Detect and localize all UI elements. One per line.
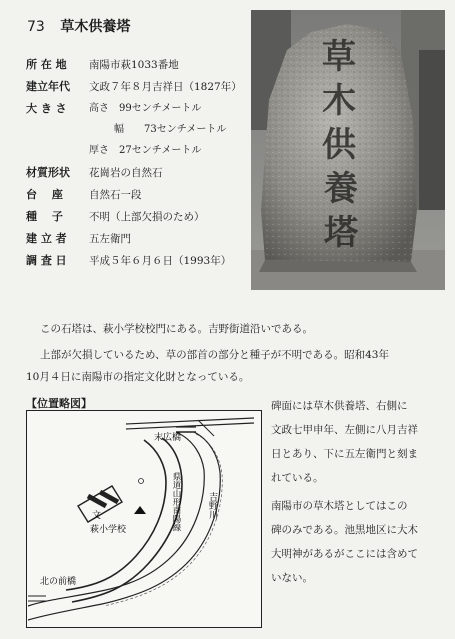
spec-value: 南陽市萩1033番地 <box>89 59 179 71</box>
stone-monument-photo <box>251 10 445 290</box>
carved-char: 草 <box>322 37 356 77</box>
spec-value: 文政７年８月吉祥日（1827年） <box>89 81 242 93</box>
description-line: れている。 <box>271 472 324 484</box>
spec-label: 材質形状 <box>26 166 70 179</box>
paragraph-2-cont: 10月４日に南陽市の指定文化財となっている。 <box>26 371 250 383</box>
description-line: 碑面には草木供養塔、右側に <box>271 400 408 412</box>
spec-row-year <box>26 76 251 98</box>
description-line: 碑のみである。池黒地区に大木 <box>271 524 418 536</box>
size-width: 幅 73センチメートル <box>114 124 227 135</box>
carved-char: 木 <box>322 81 356 121</box>
spec-label: 調 査 日 <box>26 254 67 267</box>
description-line: 日とあり、下に五左衛門と刻ま <box>271 448 418 460</box>
spec-table <box>26 54 251 272</box>
map-label-bridge-top: 末広橋 <box>154 433 182 443</box>
description-line: 南陽市の草木塔としてはこの <box>271 500 408 512</box>
entry-number: 73 <box>27 19 45 35</box>
map-title: 【位置略図】 <box>26 397 92 410</box>
spec-label: 所 在 地 <box>26 58 67 71</box>
map-label-school-mark: 文 <box>92 511 102 521</box>
paragraph-2: 上部が欠損しているため、草の部首の部分と種子が不明である。昭和43年 <box>40 349 389 361</box>
paragraph-1: この石塔は、萩小学校校門にある。吉野街道沿いである。 <box>40 323 313 335</box>
spec-label: 建立年代 <box>26 80 70 93</box>
spec-label: 建 立 者 <box>26 232 67 245</box>
description-column <box>271 394 447 590</box>
spec-row-builder <box>26 228 251 250</box>
map-label-bridge-bottom: 北の前橋 <box>40 577 77 587</box>
carved-char: 塔 <box>324 213 358 253</box>
spec-value: 平成５年６月６日（1993年） <box>89 255 232 267</box>
entry-title: 草木供養塔 <box>60 19 131 35</box>
spec-value: 不明（上部欠損のため） <box>89 211 205 223</box>
location-map <box>26 410 262 628</box>
description-line: いない。 <box>271 572 313 584</box>
spec-label: 種 子 <box>26 210 63 223</box>
spec-row-size <box>26 98 251 162</box>
spec-value: 自然石一段 <box>89 189 142 201</box>
spec-label: 台 座 <box>26 188 63 201</box>
spec-row-survey <box>26 250 251 272</box>
carved-char: 養 <box>324 169 358 209</box>
spec-value: 花崗岩の自然石 <box>89 167 163 179</box>
spec-label: 大 き さ <box>26 102 67 115</box>
map-label-road: 県道山形南陽線 <box>171 472 181 532</box>
size-depth: 厚さ 27センチメートル <box>89 145 202 156</box>
spec-row-material <box>26 162 251 184</box>
carved-char: 供 <box>322 125 356 165</box>
spec-row-location <box>26 54 251 76</box>
spec-row-base <box>26 184 251 206</box>
size-height: 高さ 99センチメートル <box>89 103 202 114</box>
description-line: 文政七甲申年、左側に八月吉祥 <box>271 424 418 436</box>
map-label-river: 吉野川 <box>207 492 217 519</box>
entry-header <box>27 16 130 36</box>
spec-row-seed <box>26 206 251 228</box>
map-label-school: 萩小学校 <box>90 525 127 535</box>
spec-value: 五左衛門 <box>89 233 131 245</box>
description-line: 大明神があるがここには含めて <box>271 548 418 560</box>
